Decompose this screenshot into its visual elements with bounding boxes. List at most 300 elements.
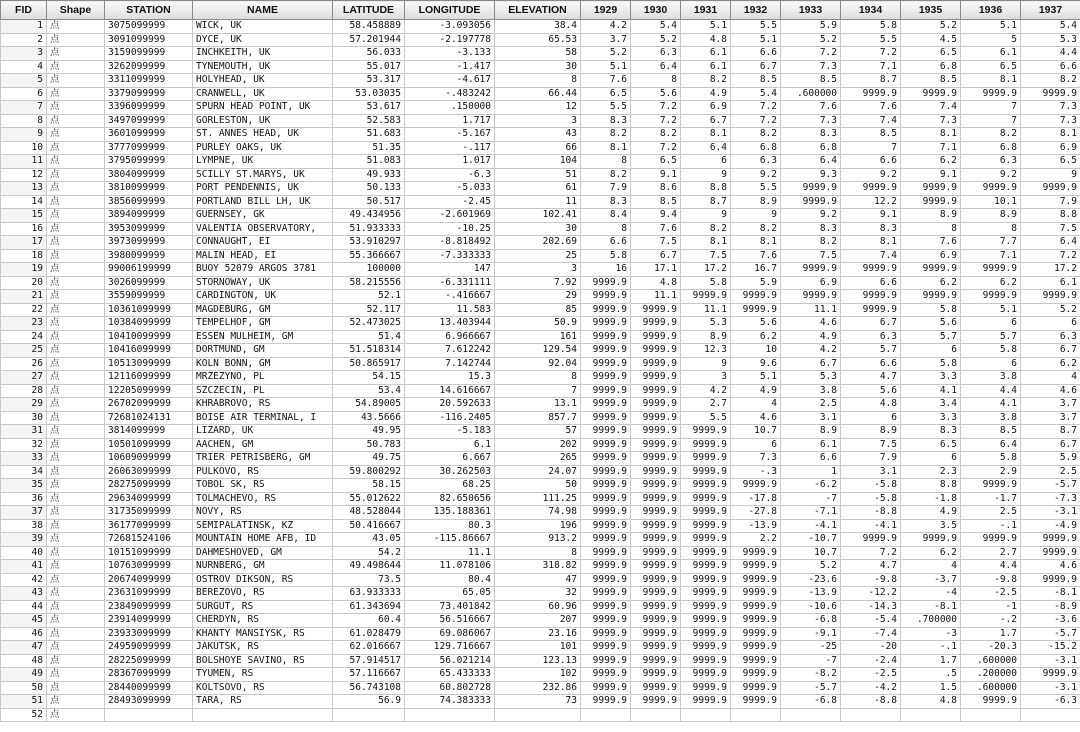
- cell-1936[interactable]: 2.9: [961, 465, 1021, 479]
- cell-elevation[interactable]: 123.13: [495, 654, 581, 668]
- cell-1930[interactable]: 4.8: [631, 276, 681, 290]
- cell-shape[interactable]: 点: [47, 195, 105, 209]
- cell-1933[interactable]: 9999.9: [781, 195, 841, 209]
- cell-latitude[interactable]: 50.133: [333, 182, 405, 196]
- table-row[interactable]: [1, 479, 1080, 493]
- cell-elevation[interactable]: 102: [495, 668, 581, 682]
- cell-fid[interactable]: 27: [1, 371, 47, 385]
- table-row[interactable]: [1, 182, 1080, 196]
- cell-longitude[interactable]: -3.093056: [405, 20, 495, 34]
- cell-name[interactable]: TRIER PETRISBERG, GM: [193, 452, 333, 466]
- cell-shape[interactable]: 点: [47, 249, 105, 263]
- cell-name[interactable]: TYNEMOUTH, UK: [193, 60, 333, 74]
- cell-1933[interactable]: 4.9: [781, 330, 841, 344]
- cell-1937[interactable]: 6.3: [1021, 330, 1080, 344]
- cell-1936[interactable]: 5.8: [961, 452, 1021, 466]
- cell-station[interactable]: 3075099999: [105, 20, 193, 34]
- cell-1930[interactable]: 9999.9: [631, 600, 681, 614]
- cell-shape[interactable]: 点: [47, 101, 105, 115]
- cell-1931[interactable]: 9: [681, 357, 731, 371]
- cell-1933[interactable]: 9.3: [781, 168, 841, 182]
- cell-1932[interactable]: 8.2: [731, 222, 781, 236]
- cell-station[interactable]: 36177099999: [105, 519, 193, 533]
- cell-longitude[interactable]: -3.133: [405, 47, 495, 61]
- cell-1929[interactable]: 8: [581, 222, 631, 236]
- cell-shape[interactable]: 点: [47, 209, 105, 223]
- cell-1932[interactable]: 9999.9: [731, 641, 781, 655]
- cell-longitude[interactable]: 11.1: [405, 546, 495, 560]
- cell-1934[interactable]: 3.1: [841, 465, 901, 479]
- cell-1930[interactable]: 9999.9: [631, 627, 681, 641]
- cell-1935[interactable]: 8.9: [901, 209, 961, 223]
- cell-1936[interactable]: 6: [961, 357, 1021, 371]
- cell-1937[interactable]: -4.9: [1021, 519, 1080, 533]
- cell-1932[interactable]: 5.5: [731, 182, 781, 196]
- cell-1936[interactable]: -.2: [961, 614, 1021, 628]
- cell-1931[interactable]: 9999.9: [681, 290, 731, 304]
- cell-latitude[interactable]: 49.95: [333, 425, 405, 439]
- cell-longitude[interactable]: -6.331111: [405, 276, 495, 290]
- cell-elevation[interactable]: 161: [495, 330, 581, 344]
- cell-latitude[interactable]: 53.910297: [333, 236, 405, 250]
- cell-shape[interactable]: 点: [47, 128, 105, 142]
- table-row[interactable]: [1, 425, 1080, 439]
- cell-1933[interactable]: 5.2: [781, 33, 841, 47]
- cell-1933[interactable]: -5.7: [781, 681, 841, 695]
- cell-1930[interactable]: 9999.9: [631, 681, 681, 695]
- cell-1933[interactable]: 3.8: [781, 384, 841, 398]
- cell-1934[interactable]: 7.9: [841, 452, 901, 466]
- cell-longitude[interactable]: 129.716667: [405, 641, 495, 655]
- cell-name[interactable]: KOLN BONN, GM: [193, 357, 333, 371]
- cell-1930[interactable]: 9999.9: [631, 344, 681, 358]
- cell-1932[interactable]: 5.1: [731, 33, 781, 47]
- cell-station[interactable]: 10151099999: [105, 546, 193, 560]
- cell-elevation[interactable]: 43: [495, 128, 581, 142]
- table-row[interactable]: [1, 668, 1080, 682]
- cell-1937[interactable]: 7.2: [1021, 249, 1080, 263]
- cell-1937[interactable]: -15.2: [1021, 641, 1080, 655]
- cell-name[interactable]: SURGUT, RS: [193, 600, 333, 614]
- cell-fid[interactable]: 49: [1, 668, 47, 682]
- cell-1933[interactable]: -25: [781, 641, 841, 655]
- cell-1929[interactable]: 8: [581, 155, 631, 169]
- cell-1936[interactable]: 9999.9: [961, 479, 1021, 493]
- cell-fid[interactable]: 45: [1, 614, 47, 628]
- cell-1932[interactable]: 10.7: [731, 425, 781, 439]
- cell-1936[interactable]: -1: [961, 600, 1021, 614]
- cell-1933[interactable]: -7: [781, 654, 841, 668]
- cell-1934[interactable]: -8.8: [841, 695, 901, 709]
- cell-1932[interactable]: 9: [731, 209, 781, 223]
- table-row[interactable]: [1, 438, 1080, 452]
- cell-1935[interactable]: 9999.9: [901, 533, 961, 547]
- cell-elevation[interactable]: 13.1: [495, 398, 581, 412]
- cell-latitude[interactable]: 53.4: [333, 384, 405, 398]
- cell-1934[interactable]: 6.6: [841, 276, 901, 290]
- cell-1937[interactable]: 9999.9: [1021, 546, 1080, 560]
- cell-1934[interactable]: 6.6: [841, 155, 901, 169]
- cell-1934[interactable]: 7.1: [841, 60, 901, 74]
- cell-latitude[interactable]: 58.215556: [333, 276, 405, 290]
- cell-1932[interactable]: 9999.9: [731, 681, 781, 695]
- cell-1930[interactable]: 8.5: [631, 195, 681, 209]
- cell-1931[interactable]: 5.3: [681, 317, 731, 331]
- cell-shape[interactable]: 点: [47, 357, 105, 371]
- table-row[interactable]: [1, 654, 1080, 668]
- cell-1929[interactable]: 9999.9: [581, 317, 631, 331]
- table-row[interactable]: [1, 573, 1080, 587]
- cell-1934[interactable]: -4.2: [841, 681, 901, 695]
- cell-1934[interactable]: 8.9: [841, 425, 901, 439]
- cell-1930[interactable]: 9999.9: [631, 452, 681, 466]
- cell-1930[interactable]: 9999.9: [631, 546, 681, 560]
- cell-station[interactable]: 10410099999: [105, 330, 193, 344]
- cell-1935[interactable]: 1.5: [901, 681, 961, 695]
- cell-station[interactable]: 3396099999: [105, 101, 193, 115]
- cell-1937[interactable]: 9999.9: [1021, 182, 1080, 196]
- cell-1930[interactable]: 6.4: [631, 60, 681, 74]
- cell-1937[interactable]: 7.9: [1021, 195, 1080, 209]
- cell-elevation[interactable]: 38.4: [495, 20, 581, 34]
- cell-fid[interactable]: 6: [1, 87, 47, 101]
- cell-name[interactable]: BUOY 52079 ARGOS 3781: [193, 263, 333, 277]
- column-header-1929[interactable]: 1929: [581, 1, 631, 20]
- cell-1930[interactable]: 9999.9: [631, 398, 681, 412]
- cell-1932[interactable]: 9999.9: [731, 668, 781, 682]
- cell-name[interactable]: CHERDYN, RS: [193, 614, 333, 628]
- cell-station[interactable]: 72681524106: [105, 533, 193, 547]
- cell-1937[interactable]: 4.4: [1021, 47, 1080, 61]
- cell-longitude[interactable]: 7.142744: [405, 357, 495, 371]
- cell-longitude[interactable]: 7.612242: [405, 344, 495, 358]
- cell-1935[interactable]: -3: [901, 627, 961, 641]
- cell-1931[interactable]: 5.8: [681, 276, 731, 290]
- cell-longitude[interactable]: 60.802728: [405, 681, 495, 695]
- cell-1935[interactable]: 3.5: [901, 519, 961, 533]
- cell-shape[interactable]: 点: [47, 290, 105, 304]
- cell-1929[interactable]: 3.7: [581, 33, 631, 47]
- cell-1933[interactable]: -7.1: [781, 506, 841, 520]
- cell-1931[interactable]: 9999.9: [681, 546, 731, 560]
- cell-station[interactable]: 10361099999: [105, 303, 193, 317]
- cell-1935[interactable]: 7.1: [901, 141, 961, 155]
- cell-elevation[interactable]: 24.07: [495, 465, 581, 479]
- cell-shape[interactable]: 点: [47, 87, 105, 101]
- cell-shape[interactable]: 点: [47, 654, 105, 668]
- cell-1935[interactable]: 9.1: [901, 168, 961, 182]
- cell-latitude[interactable]: 55.366667: [333, 249, 405, 263]
- cell-shape[interactable]: 点: [47, 641, 105, 655]
- cell-1933[interactable]: 9999.9: [781, 290, 841, 304]
- cell-station[interactable]: 3159099999: [105, 47, 193, 61]
- cell-1935[interactable]: 6: [901, 452, 961, 466]
- cell-1931[interactable]: 8.7: [681, 195, 731, 209]
- cell-1937[interactable]: [1021, 708, 1080, 722]
- cell-1929[interactable]: 6.6: [581, 236, 631, 250]
- cell-station[interactable]: 3973099999: [105, 236, 193, 250]
- column-header-name[interactable]: NAME: [193, 1, 333, 20]
- cell-1930[interactable]: 9999.9: [631, 317, 681, 331]
- table-row[interactable]: [1, 695, 1080, 709]
- table-row[interactable]: [1, 519, 1080, 533]
- cell-latitude[interactable]: 52.1: [333, 290, 405, 304]
- cell-elevation[interactable]: 265: [495, 452, 581, 466]
- cell-1934[interactable]: 8.7: [841, 74, 901, 88]
- cell-1932[interactable]: -27.8: [731, 506, 781, 520]
- cell-1929[interactable]: 9999.9: [581, 519, 631, 533]
- cell-shape[interactable]: 点: [47, 60, 105, 74]
- cell-1937[interactable]: -8.9: [1021, 600, 1080, 614]
- cell-name[interactable]: SPURN HEAD POINT, UK: [193, 101, 333, 115]
- cell-1936[interactable]: 9999.9: [961, 182, 1021, 196]
- table-row[interactable]: [1, 398, 1080, 412]
- cell-1935[interactable]: 4.8: [901, 695, 961, 709]
- cell-latitude[interactable]: 55.012622: [333, 492, 405, 506]
- cell-1935[interactable]: 1.7: [901, 654, 961, 668]
- cell-1931[interactable]: 8.1: [681, 128, 731, 142]
- cell-1937[interactable]: 6.7: [1021, 438, 1080, 452]
- cell-1929[interactable]: 9999.9: [581, 641, 631, 655]
- cell-1936[interactable]: 8.9: [961, 209, 1021, 223]
- cell-1934[interactable]: -2.5: [841, 668, 901, 682]
- cell-1936[interactable]: 3.8: [961, 411, 1021, 425]
- cell-1930[interactable]: 7.6: [631, 222, 681, 236]
- cell-1934[interactable]: 8.1: [841, 236, 901, 250]
- cell-longitude[interactable]: 1.717: [405, 114, 495, 128]
- cell-longitude[interactable]: 69.086067: [405, 627, 495, 641]
- cell-1934[interactable]: 9999.9: [841, 290, 901, 304]
- cell-name[interactable]: MAGDEBURG, GM: [193, 303, 333, 317]
- cell-fid[interactable]: 5: [1, 74, 47, 88]
- cell-1937[interactable]: 5.2: [1021, 303, 1080, 317]
- cell-elevation[interactable]: 111.25: [495, 492, 581, 506]
- cell-shape[interactable]: 点: [47, 506, 105, 520]
- cell-station[interactable]: 3311099999: [105, 74, 193, 88]
- cell-latitude[interactable]: 56.033: [333, 47, 405, 61]
- cell-1931[interactable]: 4.9: [681, 87, 731, 101]
- cell-shape[interactable]: 点: [47, 695, 105, 709]
- cell-name[interactable]: NOVY, RS: [193, 506, 333, 520]
- cell-1935[interactable]: 8.8: [901, 479, 961, 493]
- cell-elevation[interactable]: 25: [495, 249, 581, 263]
- cell-station[interactable]: 3953099999: [105, 222, 193, 236]
- cell-longitude[interactable]: 56.516667: [405, 614, 495, 628]
- cell-1932[interactable]: 9999.9: [731, 587, 781, 601]
- cell-1935[interactable]: 6.8: [901, 60, 961, 74]
- cell-longitude[interactable]: 6.966667: [405, 330, 495, 344]
- cell-shape[interactable]: 点: [47, 533, 105, 547]
- cell-1930[interactable]: 9999.9: [631, 573, 681, 587]
- cell-shape[interactable]: 点: [47, 600, 105, 614]
- cell-1937[interactable]: 9999.9: [1021, 87, 1080, 101]
- cell-1929[interactable]: 5.5: [581, 101, 631, 115]
- cell-shape[interactable]: 点: [47, 371, 105, 385]
- cell-1929[interactable]: 9999.9: [581, 438, 631, 452]
- cell-name[interactable]: MALIN HEAD, EI: [193, 249, 333, 263]
- cell-1931[interactable]: 9999.9: [681, 492, 731, 506]
- cell-elevation[interactable]: 57: [495, 425, 581, 439]
- cell-1935[interactable]: 7.6: [901, 236, 961, 250]
- cell-1936[interactable]: 9999.9: [961, 263, 1021, 277]
- cell-latitude[interactable]: 61.028479: [333, 627, 405, 641]
- cell-1937[interactable]: -6.3: [1021, 695, 1080, 709]
- cell-1937[interactable]: 8.8: [1021, 209, 1080, 223]
- cell-1930[interactable]: 9999.9: [631, 371, 681, 385]
- cell-name[interactable]: TEMPELHOF, GM: [193, 317, 333, 331]
- cell-1933[interactable]: 6.9: [781, 276, 841, 290]
- cell-station[interactable]: 31735099999: [105, 506, 193, 520]
- cell-1936[interactable]: .600000: [961, 681, 1021, 695]
- cell-latitude[interactable]: 49.498644: [333, 560, 405, 574]
- cell-1937[interactable]: -5.7: [1021, 479, 1080, 493]
- cell-1936[interactable]: 9999.9: [961, 695, 1021, 709]
- cell-1931[interactable]: 2.7: [681, 398, 731, 412]
- column-header-1935[interactable]: 1935: [901, 1, 961, 20]
- cell-latitude[interactable]: 51.4: [333, 330, 405, 344]
- cell-shape[interactable]: 点: [47, 47, 105, 61]
- cell-shape[interactable]: 点: [47, 587, 105, 601]
- cell-1933[interactable]: 9999.9: [781, 182, 841, 196]
- cell-name[interactable]: GORLESTON, UK: [193, 114, 333, 128]
- cell-1930[interactable]: 9999.9: [631, 506, 681, 520]
- table-row[interactable]: [1, 533, 1080, 547]
- cell-1929[interactable]: 9999.9: [581, 344, 631, 358]
- cell-latitude[interactable]: 50.783: [333, 438, 405, 452]
- cell-1936[interactable]: 1.7: [961, 627, 1021, 641]
- cell-1930[interactable]: 5.2: [631, 33, 681, 47]
- cell-fid[interactable]: 50: [1, 681, 47, 695]
- cell-1932[interactable]: -13.9: [731, 519, 781, 533]
- cell-1931[interactable]: 9999.9: [681, 438, 731, 452]
- table-row[interactable]: [1, 371, 1080, 385]
- cell-1936[interactable]: -2.5: [961, 587, 1021, 601]
- cell-1930[interactable]: [631, 708, 681, 722]
- cell-shape[interactable]: 点: [47, 560, 105, 574]
- cell-1935[interactable]: 7.4: [901, 101, 961, 115]
- cell-elevation[interactable]: 51: [495, 168, 581, 182]
- cell-elevation[interactable]: 66: [495, 141, 581, 155]
- cell-1934[interactable]: 4.7: [841, 560, 901, 574]
- table-row[interactable]: [1, 276, 1080, 290]
- cell-1929[interactable]: 9999.9: [581, 465, 631, 479]
- cell-1932[interactable]: 7.2: [731, 101, 781, 115]
- cell-elevation[interactable]: 65.53: [495, 33, 581, 47]
- cell-1932[interactable]: 16.7: [731, 263, 781, 277]
- cell-elevation[interactable]: 7: [495, 384, 581, 398]
- cell-1937[interactable]: 17.2: [1021, 263, 1080, 277]
- cell-shape[interactable]: 点: [47, 141, 105, 155]
- cell-1932[interactable]: 5.5: [731, 20, 781, 34]
- cell-station[interactable]: 23933099999: [105, 627, 193, 641]
- cell-longitude[interactable]: -.416667: [405, 290, 495, 304]
- cell-shape[interactable]: 点: [47, 425, 105, 439]
- column-header-elevation[interactable]: ELEVATION: [495, 1, 581, 20]
- cell-1934[interactable]: 7: [841, 141, 901, 155]
- cell-1932[interactable]: 9999.9: [731, 290, 781, 304]
- cell-1931[interactable]: 9999.9: [681, 600, 731, 614]
- cell-1937[interactable]: 9999.9: [1021, 290, 1080, 304]
- cell-1936[interactable]: 2.7: [961, 546, 1021, 560]
- cell-1937[interactable]: 7.5: [1021, 222, 1080, 236]
- cell-1930[interactable]: 9999.9: [631, 303, 681, 317]
- cell-1936[interactable]: 7.1: [961, 249, 1021, 263]
- cell-1933[interactable]: 8.9: [781, 425, 841, 439]
- cell-elevation[interactable]: 196: [495, 519, 581, 533]
- cell-1931[interactable]: 6.9: [681, 101, 731, 115]
- cell-1933[interactable]: 7.6: [781, 101, 841, 115]
- table-row[interactable]: [1, 681, 1080, 695]
- cell-1932[interactable]: 6.7: [731, 60, 781, 74]
- cell-1936[interactable]: 4.1: [961, 398, 1021, 412]
- cell-1931[interactable]: 9999.9: [681, 479, 731, 493]
- cell-elevation[interactable]: 857.7: [495, 411, 581, 425]
- cell-1930[interactable]: 9.1: [631, 168, 681, 182]
- cell-1929[interactable]: 9999.9: [581, 533, 631, 547]
- cell-1936[interactable]: 7: [961, 114, 1021, 128]
- cell-latitude[interactable]: 53.03035: [333, 87, 405, 101]
- cell-1937[interactable]: -3.6: [1021, 614, 1080, 628]
- cell-longitude[interactable]: -5.033: [405, 182, 495, 196]
- cell-1937[interactable]: -3.1: [1021, 654, 1080, 668]
- cell-1929[interactable]: 8.1: [581, 141, 631, 155]
- table-row[interactable]: [1, 344, 1080, 358]
- cell-1932[interactable]: 8.2: [731, 128, 781, 142]
- cell-1929[interactable]: 5.2: [581, 47, 631, 61]
- cell-1933[interactable]: 7.5: [781, 249, 841, 263]
- cell-shape[interactable]: 点: [47, 155, 105, 169]
- cell-shape[interactable]: 点: [47, 33, 105, 47]
- cell-fid[interactable]: 30: [1, 411, 47, 425]
- cell-1937[interactable]: 7.3: [1021, 114, 1080, 128]
- cell-latitude[interactable]: 59.800292: [333, 465, 405, 479]
- cell-elevation[interactable]: 318.82: [495, 560, 581, 574]
- cell-1932[interactable]: 6: [731, 438, 781, 452]
- cell-fid[interactable]: 19: [1, 263, 47, 277]
- cell-name[interactable]: TARA, RS: [193, 695, 333, 709]
- cell-shape[interactable]: 点: [47, 74, 105, 88]
- cell-1932[interactable]: 6.2: [731, 330, 781, 344]
- cell-latitude[interactable]: 51.35: [333, 141, 405, 155]
- cell-station[interactable]: 10513099999: [105, 357, 193, 371]
- table-row[interactable]: [1, 708, 1080, 722]
- cell-shape[interactable]: 点: [47, 452, 105, 466]
- cell-station[interactable]: 3810099999: [105, 182, 193, 196]
- cell-name[interactable]: CARDINGTON, UK: [193, 290, 333, 304]
- cell-longitude[interactable]: 11.583: [405, 303, 495, 317]
- cell-station[interactable]: 3601099999: [105, 128, 193, 142]
- cell-shape[interactable]: 点: [47, 344, 105, 358]
- cell-1933[interactable]: 8.2: [781, 236, 841, 250]
- cell-station[interactable]: 3379099999: [105, 87, 193, 101]
- cell-fid[interactable]: 1: [1, 20, 47, 34]
- table-row[interactable]: [1, 506, 1080, 520]
- cell-1935[interactable]: 6.2: [901, 276, 961, 290]
- cell-latitude[interactable]: 51.683: [333, 128, 405, 142]
- cell-shape[interactable]: 点: [47, 222, 105, 236]
- cell-1937[interactable]: 4.6: [1021, 384, 1080, 398]
- cell-fid[interactable]: 46: [1, 627, 47, 641]
- cell-1929[interactable]: 9999.9: [581, 330, 631, 344]
- cell-1937[interactable]: 6: [1021, 317, 1080, 331]
- cell-1935[interactable]: 9999.9: [901, 182, 961, 196]
- cell-latitude[interactable]: 100000: [333, 263, 405, 277]
- cell-1936[interactable]: -1.7: [961, 492, 1021, 506]
- cell-station[interactable]: 26702099999: [105, 398, 193, 412]
- cell-1931[interactable]: 9999.9: [681, 614, 731, 628]
- cell-1933[interactable]: 10.7: [781, 546, 841, 560]
- cell-1929[interactable]: 9999.9: [581, 681, 631, 695]
